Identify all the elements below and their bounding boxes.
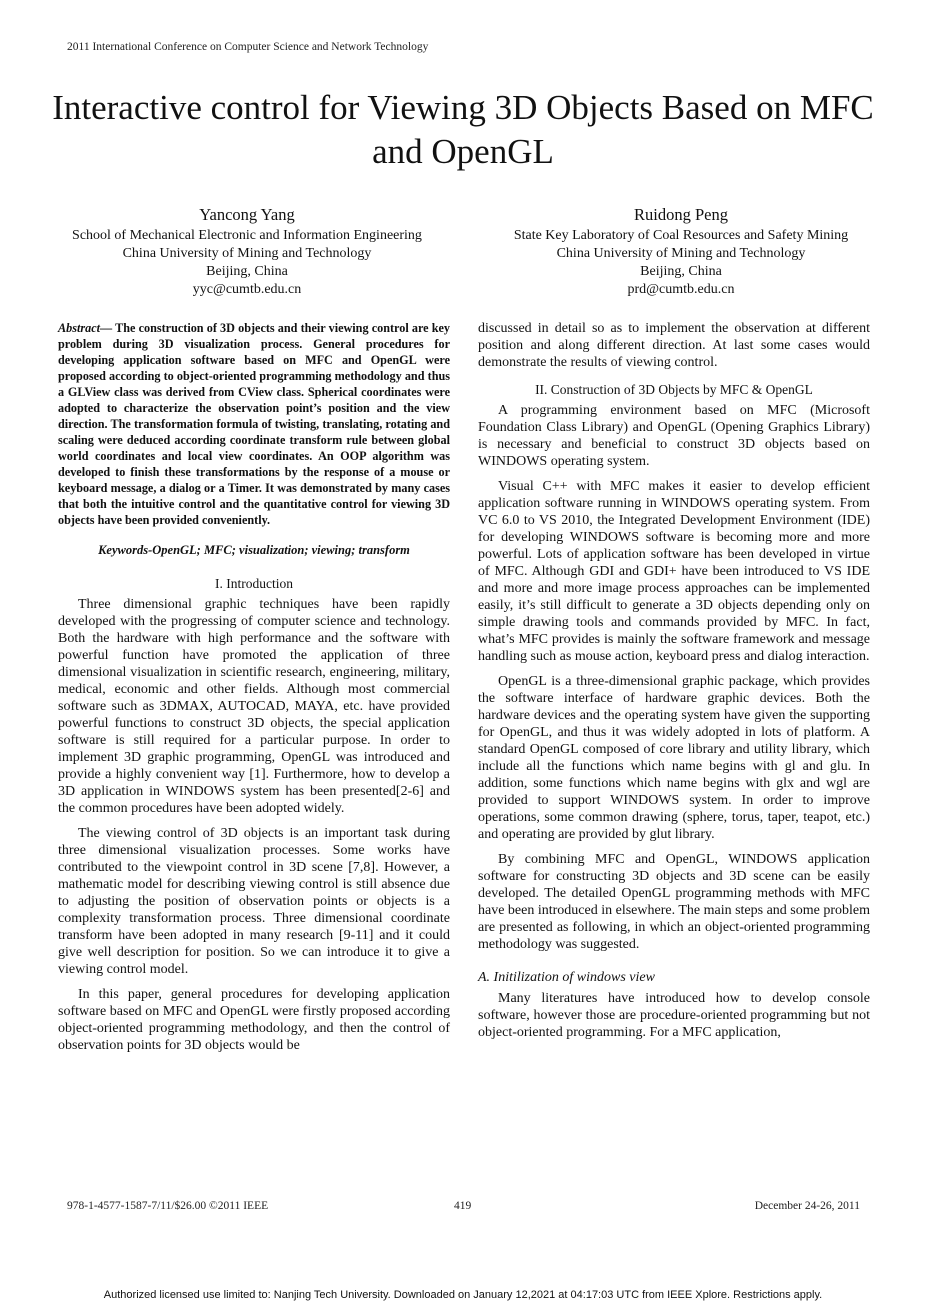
paper-title: Interactive control for Viewing 3D Objects Based on MFC and OpenGL — [52, 88, 874, 171]
conference-header: 2011 International Conference on Computer Science and Network Technology — [67, 41, 429, 53]
page-number: 419 — [454, 1200, 472, 1212]
paragraph: A programming environment based on MFC (Microsoft Foundation Class Library) and OpenGL (Opening Graphics Library) is necessary and beneficial to construct 3D objects based on WINDOWS operating system. — [478, 403, 870, 469]
abstract-text: The construction of 3D objects and their viewing control are key problem during 3D visualization process. General procedures for developing application software based on MFC and OpenGL were proposed according to object-oriented programming methodology and thus a GLView class was derived from CView class. Spherical coordinates were adopted to characterize the observation point’s position and the view direction. The transformation formula of twisting, translating, rotating and scaling were deduced according coordinate transform rule between global world coordinates and local view coordinates. An OOP algorithm was developed to finish these transformations by the response of a mouse or keyboard message, a dialog or a Timer. It was demonstrated by many cases that both the intuitive control and the quantitative control for viewing 3D objects have been provided conveniently. — [58, 321, 450, 527]
author-email: yyc@cumtb.edu.cn — [192, 282, 302, 297]
footer-isbn: 978-1-4577-1587-7/11/$26.00 ©2011 IEEE — [67, 1200, 269, 1212]
author-location: Beijing, China — [206, 264, 288, 279]
abstract — [58, 320, 450, 528]
paragraph: Visual C++ with MFC makes it easier to develop efficient application software running in WINDOWS operating system. From VC 6.0 to VS 2010, the Integrated Development Environment (IDE) for developing WINDOWS software is becoming more and more powerful. Lots of application software has been developed in virtue of MFC. Although GDI and GDI+ have been introduced to VS IDE and more and more image process approaches can be implemented easily, it’s still difficult to generate a 3D objects depending only on simple drawing tools and commands provided by MFC. In fact, what’s MFC provides is mainly the software framework and message handling such as mouse action, keyboard press and dialog interaction. — [478, 479, 870, 664]
paragraph: The viewing control of 3D objects is an important task during three dimensional visualization processes. Some works have contributed to the viewpoint control in 3D scene [7,8]. However, a mathematic model for describing viewing control is still absence due to adjusting the position of observation points or objects is a complexity transformation process. Three dimensional coordinate transform have been adopted in many research [9-11] and it could give well description for position. So we can introduce it to give a viewing control model. — [58, 826, 450, 977]
author-email: prd@cumtb.edu.cn — [627, 282, 735, 297]
abstract-lead: Abstract— — [58, 321, 113, 335]
paragraph: OpenGL is a three-dimensional graphic package, which provides the software interface of hardware graphic devices. Both the hardware devices and the operating system have given the supporting for OpenGL, and thus it was widely adopted in lots of platform. A standard OpenGL composed of core library and utility library, which include all the functions which name begins with gl and glu. In addition, some functions which name begins with glx and wgl are provided to support WINDOWS system. In order to improve operations, some common drawing (sphere, torus, taper, teapot, etc.) and operating are provided by glut library. — [478, 674, 870, 842]
footer-date: December 24-26, 2011 — [754, 1200, 860, 1212]
author-block-1 — [40, 206, 454, 299]
subsection-heading: A. Initilization of windows view — [478, 970, 655, 985]
author-university: China University of Mining and Technology — [556, 246, 806, 261]
author-affiliation: State Key Laboratory of Coal Resources and Safety Mining — [513, 228, 849, 243]
author-name: Ruidong Peng — [634, 205, 728, 224]
keywords: Keywords-OpenGL; MFC; visualization; viewing; transform — [98, 543, 410, 557]
section-heading-introduction: I. Introduction — [215, 576, 293, 591]
license-notice: Authorized licensed use limited to: Nanjing Tech University. Downloaded on January 12,2021 at 04:17:03 UTC from IEEE Xplore. Restrictions apply. — [103, 1289, 823, 1301]
author-name: Yancong Yang — [199, 205, 295, 224]
author-affiliation: School of Mechanical Electronic and Information Engineering — [72, 228, 422, 243]
author-block-2 — [474, 206, 888, 299]
author-location: Beijing, China — [640, 264, 722, 279]
paragraph: In this paper, general procedures for developing application software based on MFC and OpenGL were firstly proposed according object-oriented programming methodology, and then the control of observation points for 3D objects would be — [58, 987, 450, 1053]
right-column — [478, 320, 870, 1049]
section-heading-construction: II. Construction of 3D Objects by MFC & OpenGL — [535, 382, 813, 397]
paragraph: Many literatures have introduced how to develop console software, however those are procedure-oriented programming but not object-oriented programming. For a MFC application, — [478, 991, 870, 1040]
paragraph-continued: discussed in detail so as to implement the observation at different position and along different direction. At last some cases would demonstrate the results of viewing control. — [478, 321, 870, 370]
paragraph: By combining MFC and OpenGL, WINDOWS application software for constructing 3D objects and 3D scene can be easily developed. The detailed OpenGL programming methods with MFC have been introduced in elsewhere. The main steps and some problem are presented as following, in which an object-oriented programming methodology was suggested. — [478, 852, 871, 952]
left-column — [58, 320, 450, 1062]
paragraph: Three dimensional graphic techniques have been rapidly developed with the progressing of computer science and technology. Both the hardware with high performance and the software with powerful function have promoted the application of three dimensional visualization in scientific research, engineering, military, medical, economic and other fields. Although most commercial software such as 3DMAX, AUTOCAD, MAYA, etc. have provided powerful functions to construct 3D objects, the special application software is still required for a particular purpose. In order to implement 3D graphic programming, OpenGL was introduced and provide a highly convenient way [1]. Furthermore, how to develop a 3D application in WINDOWS system has been presented[2-6] and the common procedures have been adopted widely. — [58, 597, 450, 816]
author-university: China University of Mining and Technology — [122, 246, 372, 261]
